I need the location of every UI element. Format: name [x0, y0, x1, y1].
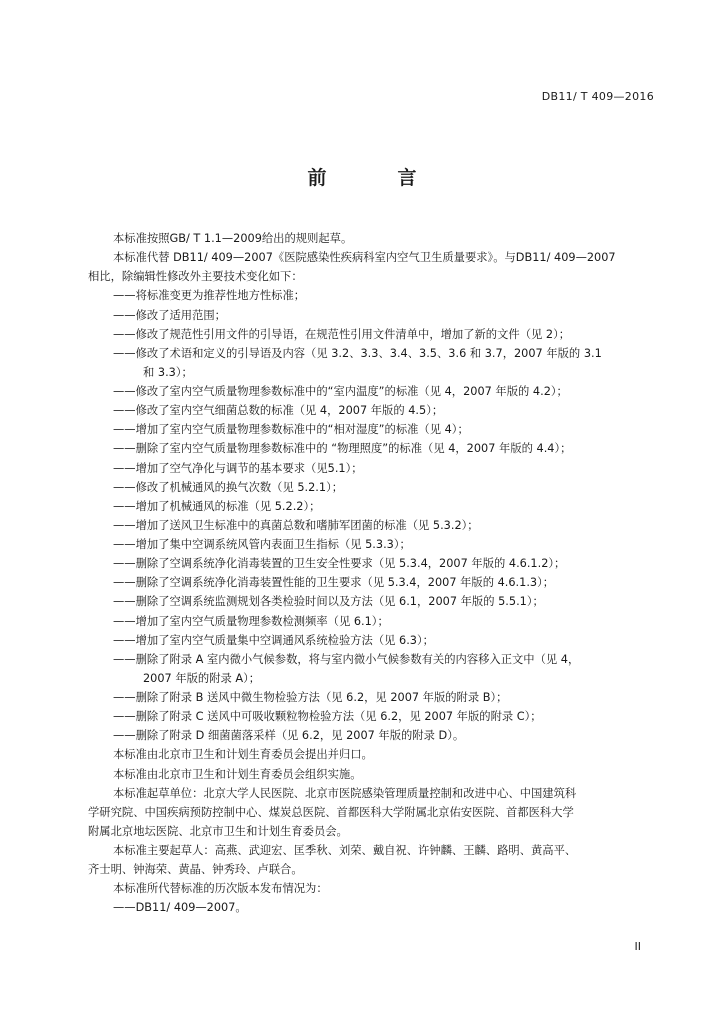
paragraph: 本标准按照GB/ T 1.1—2009给出的规则起草。	[113, 232, 353, 245]
list-item: ——增加了室内空气质量物理参数检测频率（见 6.1）；	[113, 614, 389, 628]
list-item: ——增加了空气净化与调节的基本要求（见5.1）；	[113, 461, 363, 475]
foreword-body	[88, 229, 648, 918]
list-item: ——删除了空调系统监测规划各类检验时间以及方法（见 6.1，2007 年版的 5.5.1）；	[113, 595, 544, 609]
paragraph: 相比，除编辑性修改外主要技术变化如下：	[88, 270, 303, 284]
list-item-continuation: 2007 年版的附录 A）；	[143, 671, 261, 685]
list-item-continuation: 和 3.3）；	[143, 365, 193, 379]
list-item: ——增加了送风卫生标准中的真菌总数和嗜肺军团菌的标准（见 5.3.2）；	[113, 518, 479, 532]
paragraph: 齐士明、钟海荣、黄晶、钟秀玲、卢联合。	[88, 863, 303, 877]
paragraph: 附属北京地坛医院、北京市卫生和计划生育委员会。	[88, 824, 348, 838]
paragraph: 本标准主要起草人：高燕、武迎宏、匡季秋、刘荣、戴自祝、许钟麟、王麟、路明、黄高平、	[113, 844, 577, 857]
page-number: II	[634, 940, 641, 953]
list-item: ——增加了集中空调系统风管内表面卫生指标（见 5.3.3）；	[113, 538, 411, 551]
paragraph: 本标准由北京市卫生和计划生育委员会提出并归口。	[113, 748, 373, 762]
standard-code: DB11/ T 409—2016	[541, 90, 654, 103]
list-item: ——删除了附录 A 室内微小气候参数，将与室内微小气候参数有关的内容移入正文中（见 4，	[113, 652, 580, 666]
list-item: ——增加了室内空气质量集中空调通风系统检验方法（见 6.3）；	[113, 633, 434, 647]
list-item: ——修改了规范性引用文件的引导语，在规范性引用文件清单中，增加了新的文件（见 2）；	[113, 327, 571, 341]
list-item: ——DB11/ 409—2007。	[113, 901, 247, 915]
paragraph: 本标准代替 DB11/ 409—2007《医院感染性疾病科室内空气卫生质量要求》。与DB11/ 409—2007	[113, 251, 616, 265]
list-item: ——修改了机械通风的换气次数（见 5.2.1）；	[113, 480, 344, 494]
list-item: ——将标准变更为推荐性地方性标准；	[113, 289, 306, 303]
page-title: 前 言	[307, 167, 443, 189]
list-item: ——修改了室内空气质量物理参数标准中的“室内温度”的标准（见 4，2007 年版的 4.2）；	[113, 385, 568, 398]
list-item: ——修改了室内空气细菌总数的标准（见 4，2007 年版的 4.5）；	[113, 404, 444, 418]
list-item: ——增加了室内空气质量物理参数标准中的“相对湿度”的标准（见 4）；	[113, 423, 469, 437]
list-item: ——修改了适用范围；	[113, 308, 226, 322]
list-item: ——删除了室内空气质量物理参数标准中的 “物理照度”的标准（见 4，2007 年版的 4.4）；	[113, 442, 572, 456]
paragraph: 学研究院、中国疾病预防控制中心、煤炭总医院、首都医科大学附属北京佑安医院、首都医科大学	[88, 805, 574, 819]
list-item: ——修改了术语和定义的引导语及内容（见 3.2、3.3、3.4、3.5、3.6 和 3.7，2007 年版的 3.1	[113, 346, 602, 360]
paragraph: 本标准由北京市卫生和计划生育委员会组织实施。	[113, 767, 362, 781]
paragraph: 本标准所代替标准的历次版本发布情况为：	[113, 882, 328, 896]
list-item: ——增加了机械通风的标准（见 5.2.2）；	[113, 499, 321, 513]
list-item: ——删除了附录 B 送风中微生物检验方法（见 6.2，见 2007 年版的附录 B）；	[113, 691, 508, 704]
list-item: ——删除了附录 C 送风中可吸收颗粒物检验方法（见 6.2，见 2007 年版的附录 C）；	[113, 710, 542, 724]
list-item: ——删除了附录 D 细菌菌落采样（见 6.2，见 2007 年版的附录 D）。	[113, 729, 465, 743]
list-item: ——删除了空调系统净化消毒装置性能的卫生要求（见 5.3.4，2007 年版的 4.6.1.3）；	[113, 576, 555, 590]
list-item: ——删除了空调系统净化消毒装置的卫生安全性要求（见 5.3.4，2007 年版的 4.6.1.2）；	[113, 557, 566, 571]
paragraph: 本标准起草单位：北京大学人民医院、北京市医院感染管理质量控制和改进中心、中国建筑科	[113, 786, 577, 800]
